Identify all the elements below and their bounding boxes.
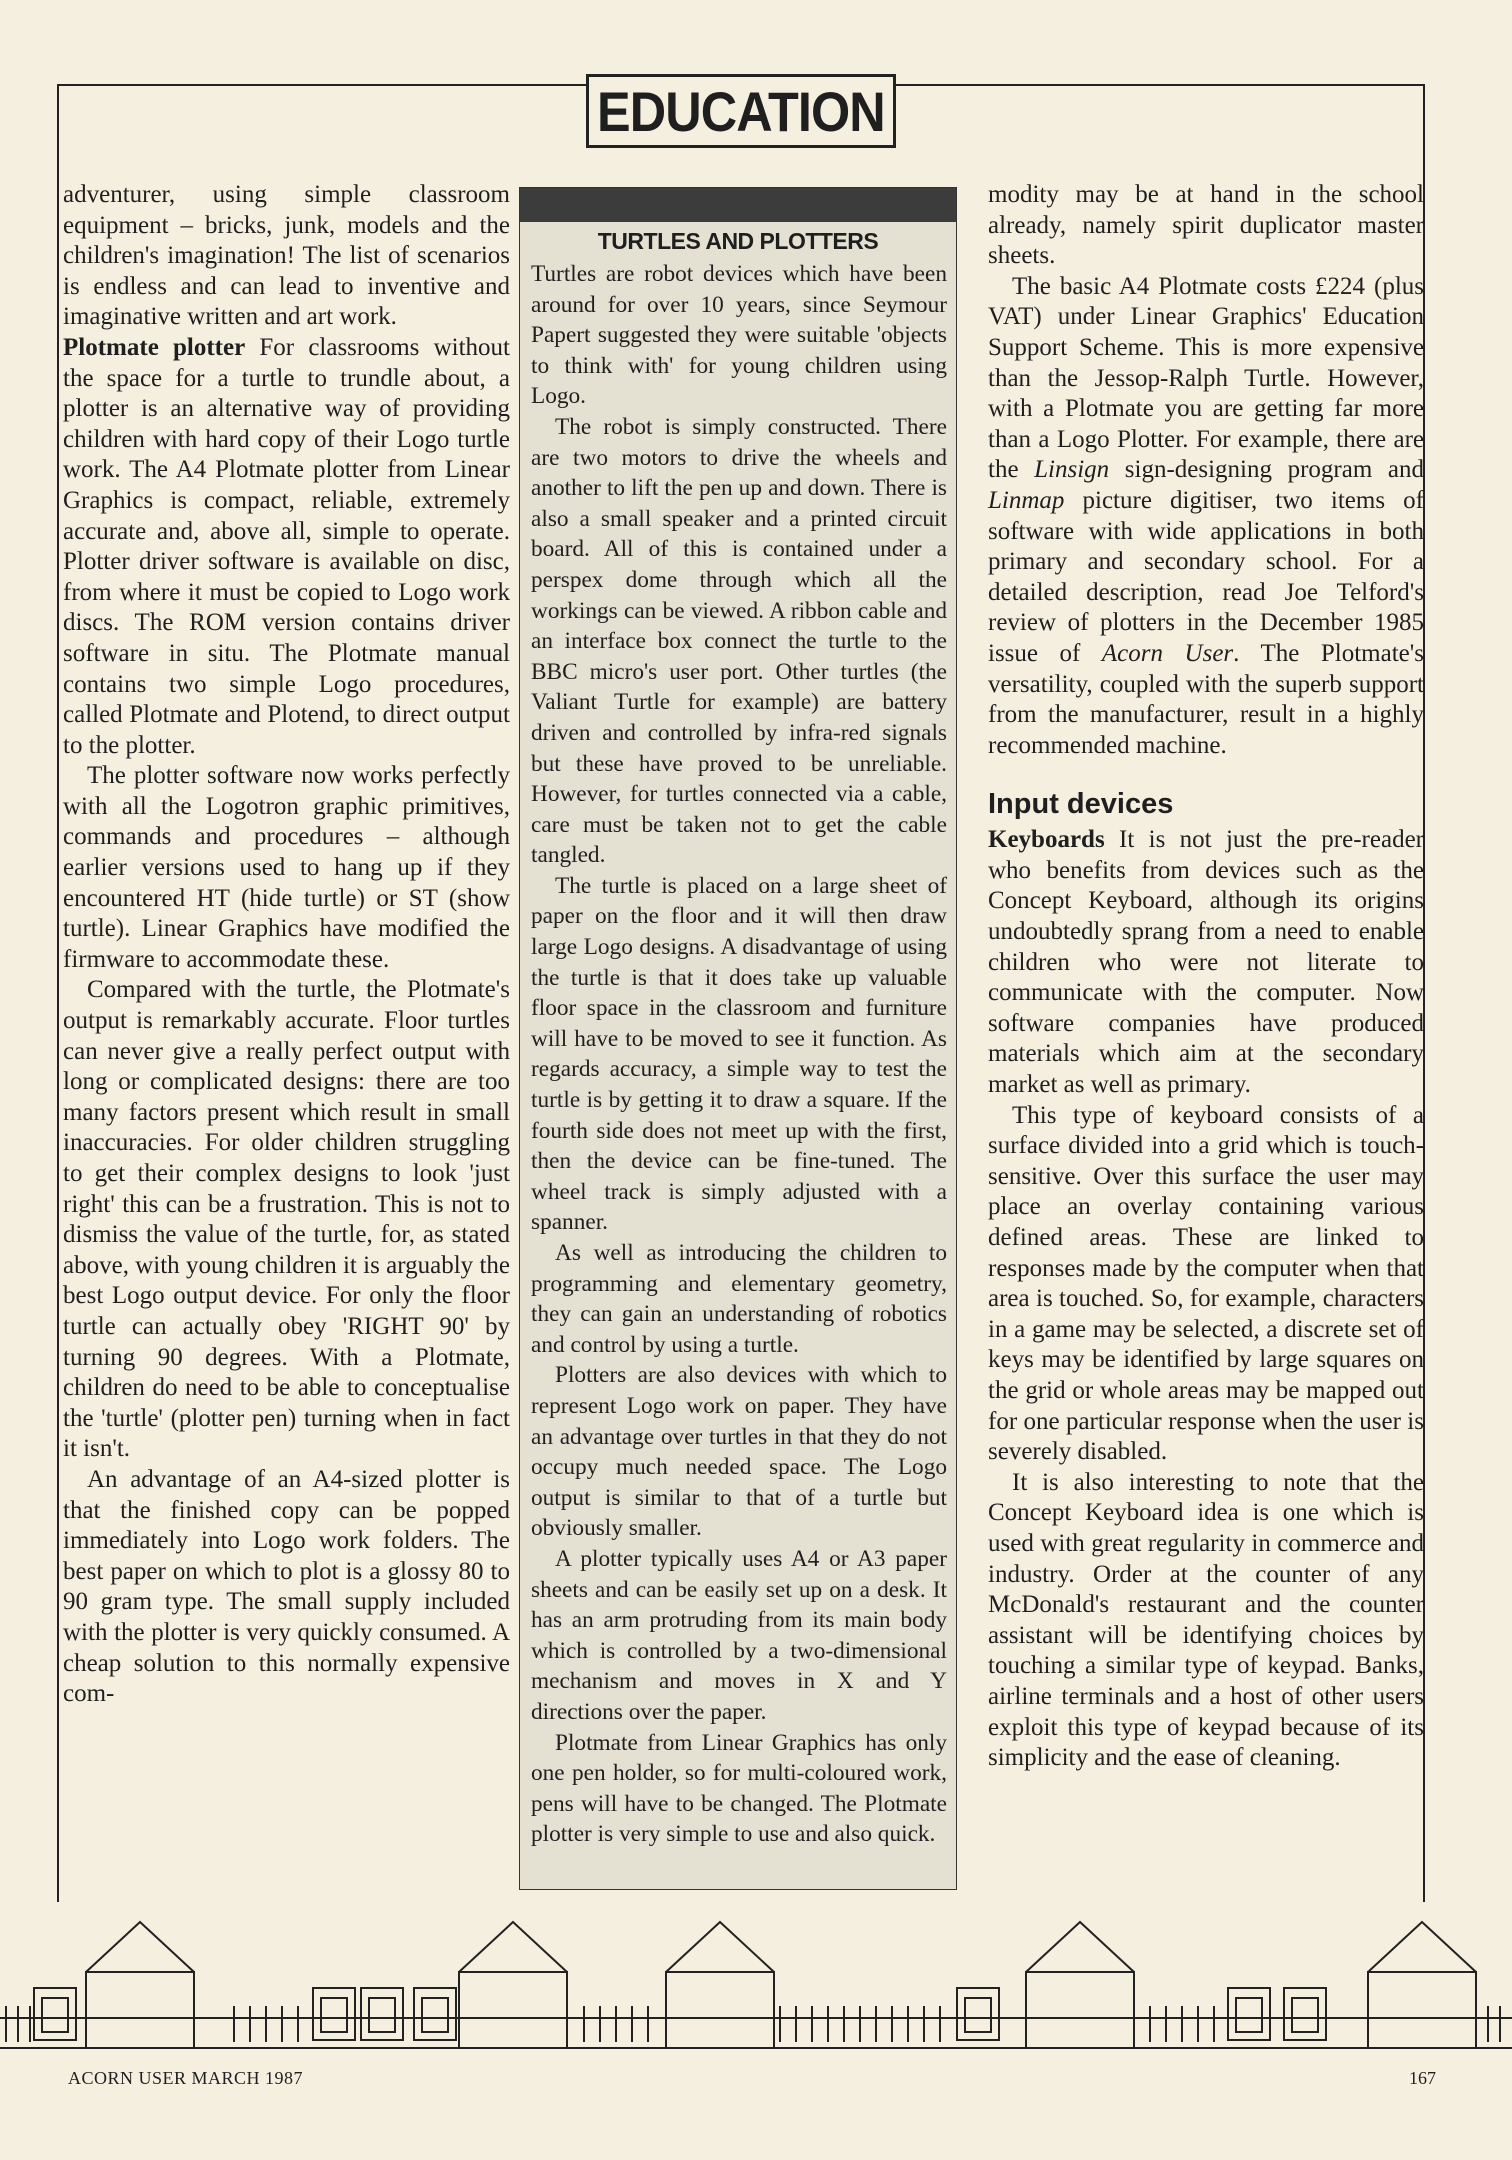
paragraph: The turtle is placed on a large sheet of paper on the floor and it will then draw large Logo designs. A disadvantage of using the turtle is that it does take up valuable floor space in the classroom and furniture will have to be moved to see it function. As regards accuracy, a simple way to test the turtle is by getting it to draw a square. If the fourth side does not meet up with the first, then the device can be fine-tuned. The wheel track is simply adjusted with a spanner.	[531, 872, 947, 1236]
paragraph: An advantage of an A4-sized plotter is that the finished copy can be popped immediately into Logo work folders. The best paper on which to plot is a glossy 80 to 90 gram type. The small supply included with the plotter is very quickly consumed. A cheap solution to this normally expensive com-	[63, 1465, 510, 1708]
paragraph: Plotmate from Linear Graphics has only one pen holder, so for multi-coloured work, pens will have to be changed. The Plotmate plotter is very simple to use and also quick.	[531, 1729, 947, 1848]
magazine-name: Acorn User	[1101, 639, 1234, 667]
product-name: Linsign	[1034, 456, 1110, 484]
run-in-head: Plotmate plotter	[63, 333, 246, 361]
paragraph: adventurer, using simple classroom equipment – bricks, junk, models and the children's imagination! The list of scenarios is endless and can lead to inventive and imaginative written and art work.	[63, 181, 510, 331]
sidebar-bar	[520, 188, 956, 222]
paragraph: The plotter software now works perfectly with all the Logotron graphic primitives, commands and procedures – although earlier versions used to hang up if they encountered HT (hide turtle) or ST (show turtle). Linear Graphics have modified the firmware to accommodate these.	[63, 762, 510, 973]
houses-border-illustration	[0, 1910, 1512, 2050]
paragraph: modity may be at hand in the school already, namely spirit duplicator master sheets.	[988, 181, 1424, 270]
paragraph-text: It is not just the pre-reader who benefits from devices such as the Concept Keyboard, although its origins undoubtedly sprang from a need to enable children who were not literate to communicate with the computer. Now software companies have produced materials which aim at the secondary market as well as primary.	[988, 826, 1424, 1099]
sidebar-body	[520, 259, 956, 1850]
paragraph-text: . The Plotmate's versatility, coupled with the superb support from the manufacturer, result in a highly recommended machine.	[988, 639, 1425, 759]
paragraph: As well as introducing the children to programming and elementary geometry, they can gain an understanding of robotics and control by using a turtle.	[531, 1240, 947, 1358]
sidebar-box	[519, 187, 957, 1890]
paragraph: The robot is simply constructed. There are two motors to drive the wheels and another to lift the pen up and down. There is also a small speaker and a printed circuit board. All of this is contained under a perspex dome through which all the workings can be viewed. A ribbon cable and an interface box connect the turtle to the BBC micro's user port. Other turtles (the Valiant Turtle for example) are battery driven and controlled by infra-red signals but these have proved to be unreliable. However, for turtles connected via a cable, care must be taken not to get the cable tangled.	[531, 413, 947, 869]
paragraph: A plotter typically uses A4 or A3 paper sheets and can be easily set up on a desk. It has an arm protruding from its main body which is controlled by a two-dimensional mechanism and moves in X and Y directions over the paper.	[531, 1545, 947, 1725]
paragraph-text: picture digitiser, two items of software with wide applications in both primary and secondary school. For a detailed description, read Joe Telford's review of plotters in the December 1985 issue of	[988, 486, 1424, 667]
product-name: Linmap	[988, 486, 1065, 514]
page-number: 167	[1409, 2068, 1436, 2088]
paragraph: Turtles are robot devices which have been around for over 10 years, since Seymour Papert suggested they were suitable 'objects to think with' for young children using Logo.	[531, 261, 947, 410]
paragraph: It is also interesting to note that the Concept Keyboard idea is one which is used with great regularity in commerce and industry. Order at the counter of any McDonald's restaurant and the counter assistant will be identifying choices by touching a similar type of keypad. Banks, airline terminals and a host of other users exploit this type of keypad because of its simplicity and the ease of cleaning.	[988, 1468, 1424, 1772]
column-1	[63, 180, 510, 1710]
run-in-head: Keyboards	[988, 826, 1105, 854]
paragraph	[988, 272, 1424, 762]
paragraph-text: The basic A4 Plotmate costs £224 (plus VAT) under Linear Graphics' Education Support Scheme. This is more expensive than the Jessop-Ralph Turtle. However, with a Plotmate you are getting far more than a Logo Plotter. For example, there are the	[988, 272, 1424, 484]
subheading: Input devices	[988, 788, 1174, 821]
paragraph: This type of keyboard consists of a surface divided into a grid which is touch-sensitive. Over this surface the user may place an overlay containing various defined areas. These are linked to responses made by the computer when that area is touched. So, for example, characters in a game may be selected, a discrete set of keys may be identified by large squares on the grid or whole areas may be mapped out for one particular response when the user is severely disabled.	[988, 1101, 1424, 1466]
paragraph: Compared with the turtle, the Plotmate's output is remarkably accurate. Floor turtles can never give a really perfect output with long or complicated designs: there are too many factors present which result in small inaccuracies. For older children struggling to get their complex designs to look 'just right' this can be a frustration. This is not to dismiss the value of the turtle, for, as stated above, with young children it is arguably the best Logo output device. For only the floor turtle can actually obey 'RIGHT 90' by turning 90 degrees. With a Plotmate, children do need to be able to conceptualise the 'turtle' (plotter pen) turning when in fact it isn't.	[63, 976, 510, 1463]
paragraph-text: sign-designing program and	[1109, 456, 1424, 484]
paragraph-text: For classrooms without the space for a turtle to trundle about, a plotter is an alternative way of providing children with hard copy of their Logo turtle work. The A4 Plotmate plotter from Linear Graphics is compact, reliable, extremely accurate and, above all, simple to operate. Plotter driver software is available on disc, from where it must be copied to Logo work discs. The ROM version contains driver software in situ. The Plotmate manual contains two simple Logo procedures, called Plotmate and Plotend, to direct output to the plotter.	[63, 333, 511, 759]
paragraph: Plotters are also devices with which to represent Logo work on paper. They have an advantage over turtles in that they do not occupy much needed space. The Logo output is similar to that of a turtle but obviously smaller.	[531, 1362, 947, 1542]
paragraph	[988, 825, 1424, 1100]
column-3	[988, 180, 1424, 1774]
paragraph	[63, 333, 510, 761]
section-title: EDUCATION	[597, 79, 885, 143]
footer-publication: ACORN USER MARCH 1987	[68, 2068, 304, 2088]
section-header	[586, 74, 896, 148]
sidebar-title: TURTLES AND PLOTTERS	[597, 228, 879, 254]
